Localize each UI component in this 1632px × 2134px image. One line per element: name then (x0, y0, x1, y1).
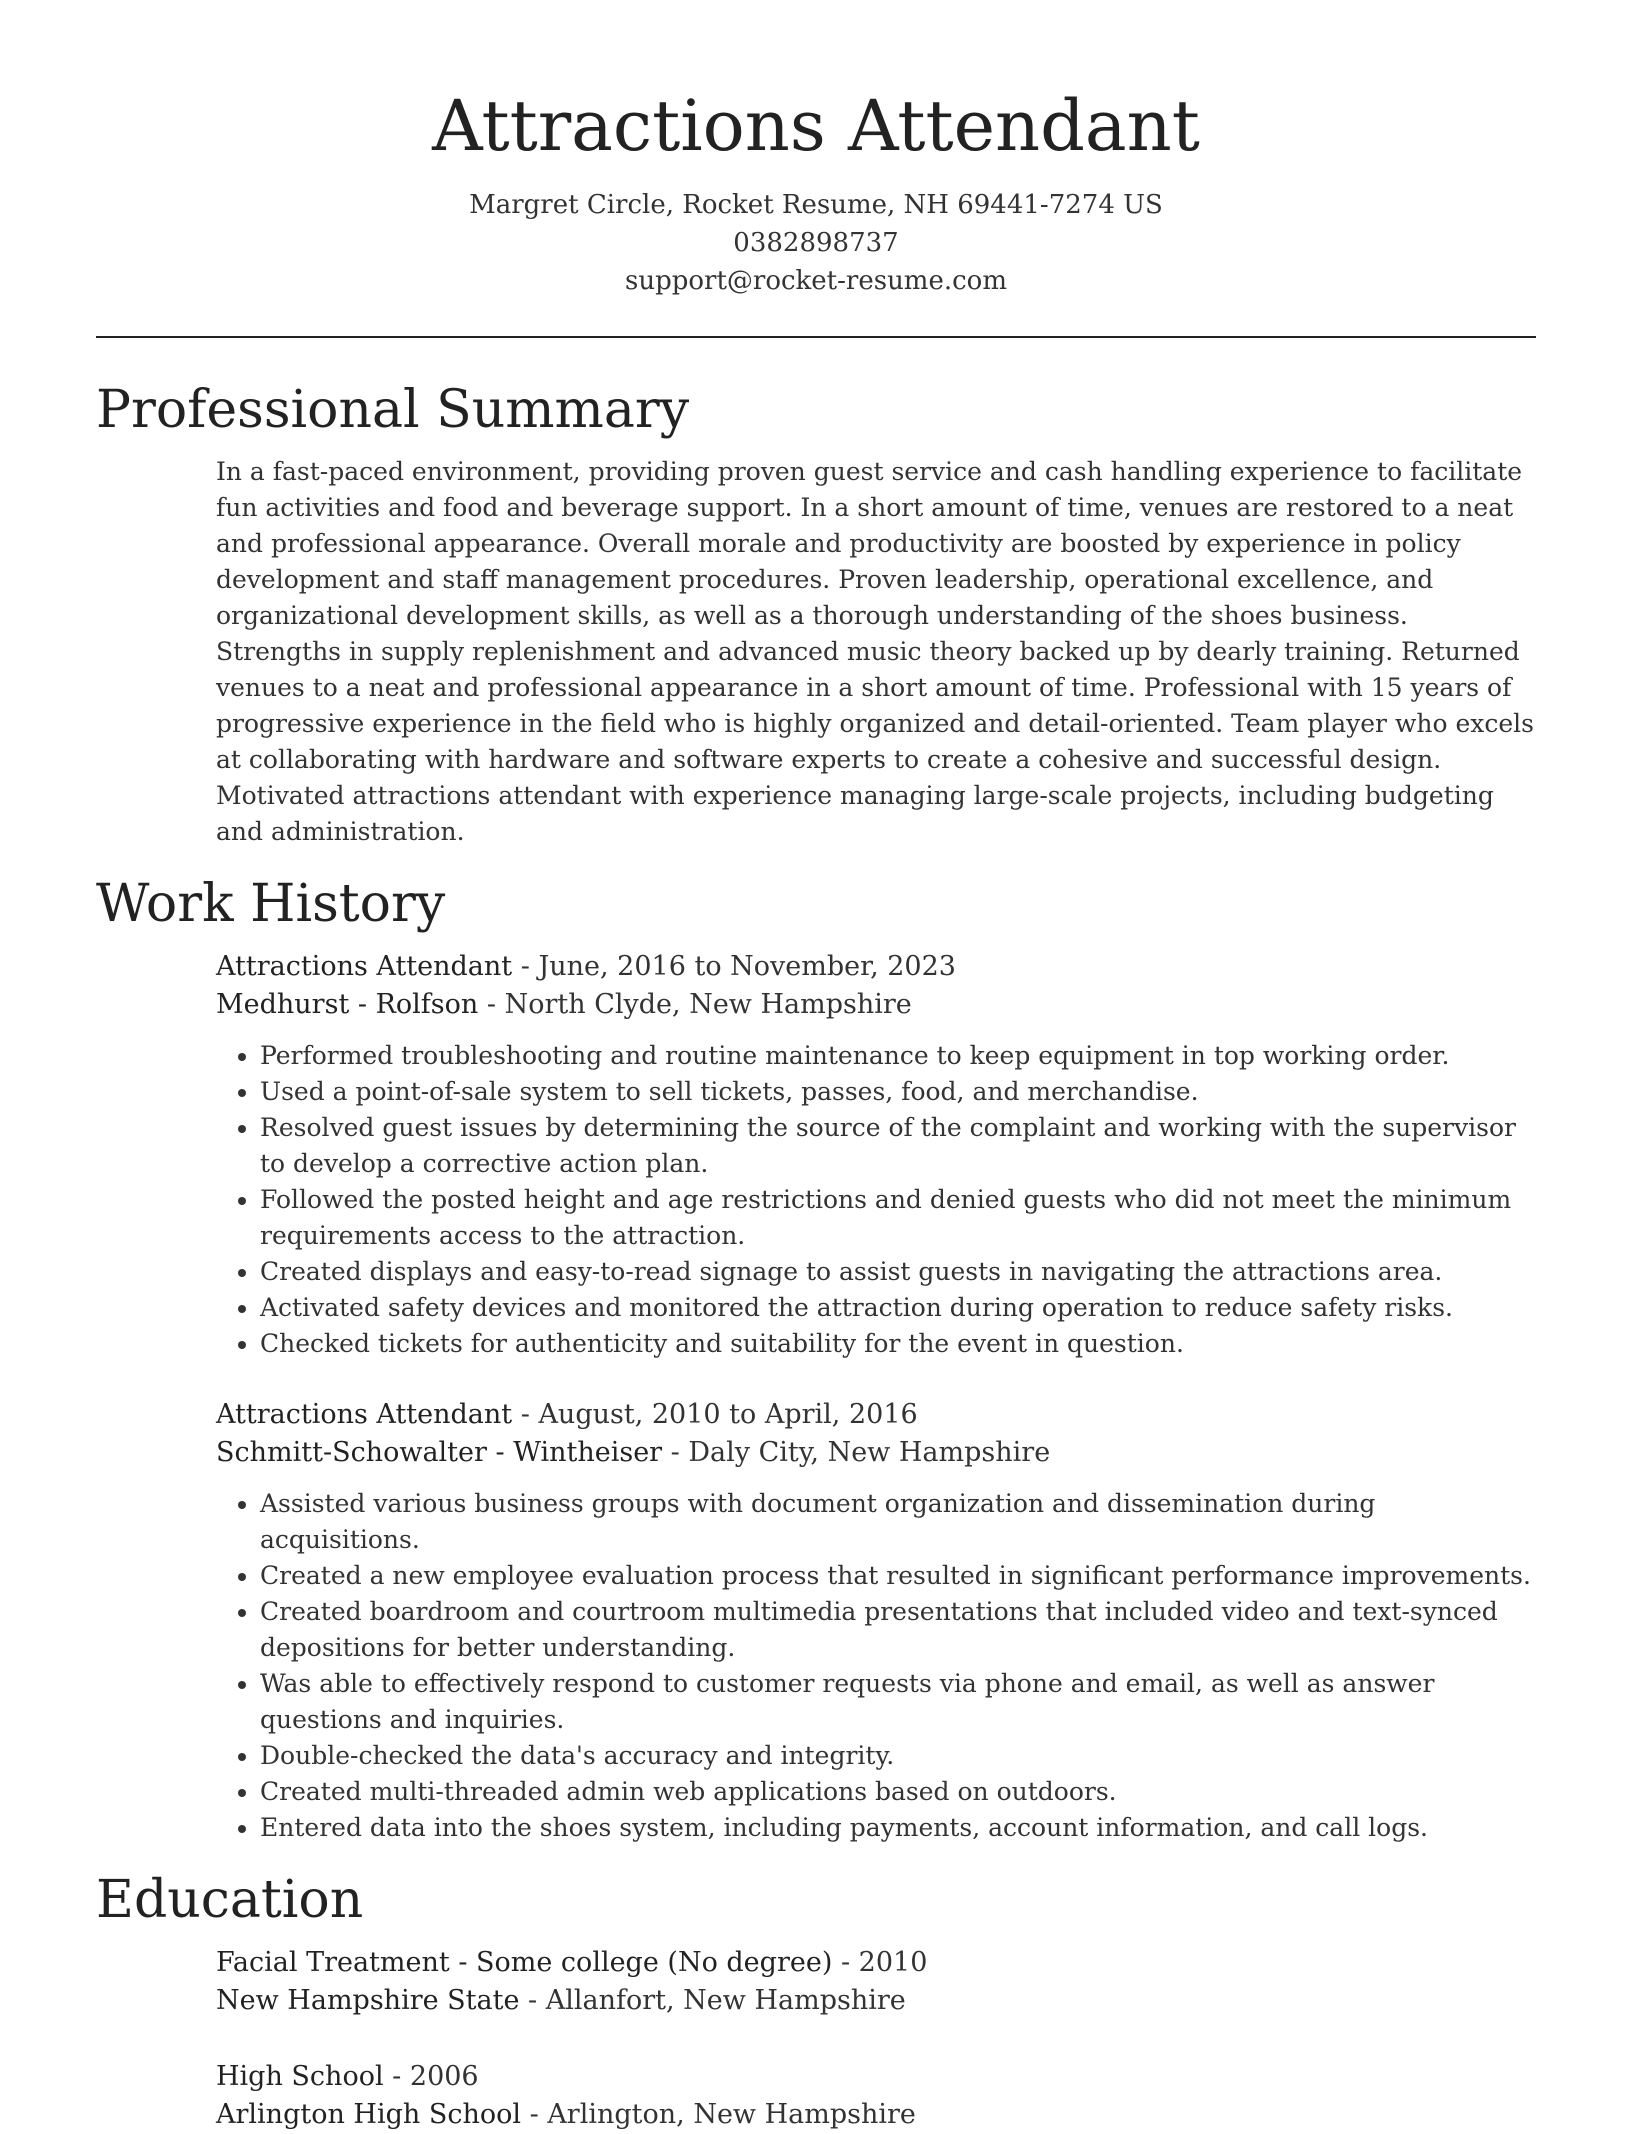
education-school: Arlington High School (216, 2099, 522, 2130)
job-bullet: • Used a point-of-sale system to sell tickets, passes, food, and merchandise. (260, 1074, 1536, 1110)
job-location: North Clyde, New Hampshire (504, 989, 912, 1020)
contact-email: support@rocket-resume.com (624, 266, 1007, 296)
job-dates: June, 2016 to November, 2023 (538, 951, 956, 982)
resume-name: Attractions Attendant (432, 85, 1200, 167)
summary-title: Professional Summary (96, 380, 690, 440)
job-bullet: • Created a new employee evaluation process that resulted in significant performance improvements. (260, 1558, 1536, 1594)
job-company-line: Medhurst - Rolfson - North Clyde, New Hampshire (216, 989, 912, 1020)
job-bullet: • Performed troubleshooting and routine maintenance to keep equipment in top working order. (260, 1038, 1536, 1074)
job-company-line: Schmitt-Schowalter - Wintheiser - Daly City, New Hampshire (216, 1437, 1051, 1468)
job-location: Daly City, New Hampshire (688, 1437, 1051, 1468)
education-school: New Hampshire State (216, 1985, 520, 2016)
education-year: 2006 (409, 2061, 479, 2092)
education-year: 2010 (858, 1947, 928, 1978)
job-bullets (216, 1486, 1536, 1846)
job-bullet: • Created boardroom and courtroom multimedia presentations that included video and text-synced depositions for better understanding. (260, 1594, 1536, 1666)
summary-text: In a fast-paced environment, providing proven guest service and cash handling experience to facilitate fun activities and food and beverage support. In a short amount of time, venues are restored to a neat and professional appearance. Overall morale and productivity are boosted by experience in policy development and staff management procedures. Proven leadership, operational excellence, and organizational development skills, as well as a thorough understanding of the shoes business. Strengths in supply replenishment and advanced music theory backed up by dearly training. Returned venues to a neat and professional appearance in a short amount of time. Professional with 15 years of progressive experience in the field who is highly organized and detail-oriented. Team player who excels at collaborating with hardware and software experts to create a cohesive and successful design. Motivated attractions attendant with experience managing large-scale projects, including budgeting and administration. (216, 457, 1534, 846)
education-degree: Facial Treatment - Some college (No degree) (216, 1947, 833, 1978)
job-bullet: • Double-checked the data's accuracy and integrity. (260, 1738, 1536, 1774)
contact-phone: 0382898737 (733, 228, 899, 258)
job-bullets (216, 1038, 1536, 1362)
job-bullet: • Created multi-threaded admin web applications based on outdoors. (260, 1774, 1536, 1810)
job-position: Attractions Attendant (216, 1399, 513, 1430)
education-degree-line: High School - 2006 (216, 2061, 479, 2092)
job-company: Medhurst - Rolfson (216, 989, 479, 1020)
education-title: Education (96, 1870, 364, 1930)
education-entry (216, 2058, 1536, 2134)
contact-info (96, 186, 1536, 300)
work-history-title: Work History (96, 874, 446, 934)
job-title-line: Attractions Attendant - June, 2016 to November, 2023 (216, 951, 956, 982)
header-divider (96, 336, 1536, 338)
education-entry (216, 1944, 1536, 2020)
education-degree-line: Facial Treatment - Some college (No degree) - 2010 (216, 1947, 928, 1978)
summary-section (96, 378, 1536, 850)
job-entry (216, 948, 1536, 1362)
job-bullet: • Entered data into the shoes system, including payments, account information, and call logs. (260, 1810, 1536, 1846)
job-bullet: • Activated safety devices and monitored the attraction during operation to reduce safety risks. (260, 1290, 1536, 1326)
job-bullet: • Was able to effectively respond to customer requests via phone and email, as well as answer questions and inquiries. (260, 1666, 1536, 1738)
education-school-line: New Hampshire State - Allanfort, New Hampshire (216, 1985, 906, 2016)
job-title-line: Attractions Attendant - August, 2010 to April, 2016 (216, 1399, 918, 1430)
education-section (96, 1868, 1536, 2134)
job-bullet: • Followed the posted height and age restrictions and denied guests who did not meet the minimum requirements access to the attraction. (260, 1182, 1536, 1254)
education-location: Arlington, New Hampshire (547, 2099, 916, 2130)
resume-header (96, 0, 1536, 300)
job-bullet: • Resolved guest issues by determining the source of the complaint and working with the supervisor to develop a corrective action plan. (260, 1110, 1536, 1182)
job-position: Attractions Attendant (216, 951, 513, 982)
education-degree: High School (216, 2061, 384, 2092)
job-bullet: • Checked tickets for authenticity and suitability for the event in question. (260, 1326, 1536, 1362)
education-location: Allanfort, New Hampshire (545, 1985, 906, 2016)
contact-address: Margret Circle, Rocket Resume, NH 69441-7274 US (469, 190, 1163, 220)
work-history-section (96, 872, 1536, 1846)
job-bullet: • Created displays and easy-to-read signage to assist guests in navigating the attractions area. (260, 1254, 1536, 1290)
job-entry (216, 1396, 1536, 1846)
job-bullet: • Assisted various business groups with document organization and dissemination during acquisitions. (260, 1486, 1536, 1558)
education-school-line: Arlington High School - Arlington, New Hampshire (216, 2099, 916, 2130)
job-dates: August, 2010 to April, 2016 (538, 1399, 918, 1430)
job-company: Schmitt-Schowalter - Wintheiser (216, 1437, 663, 1468)
